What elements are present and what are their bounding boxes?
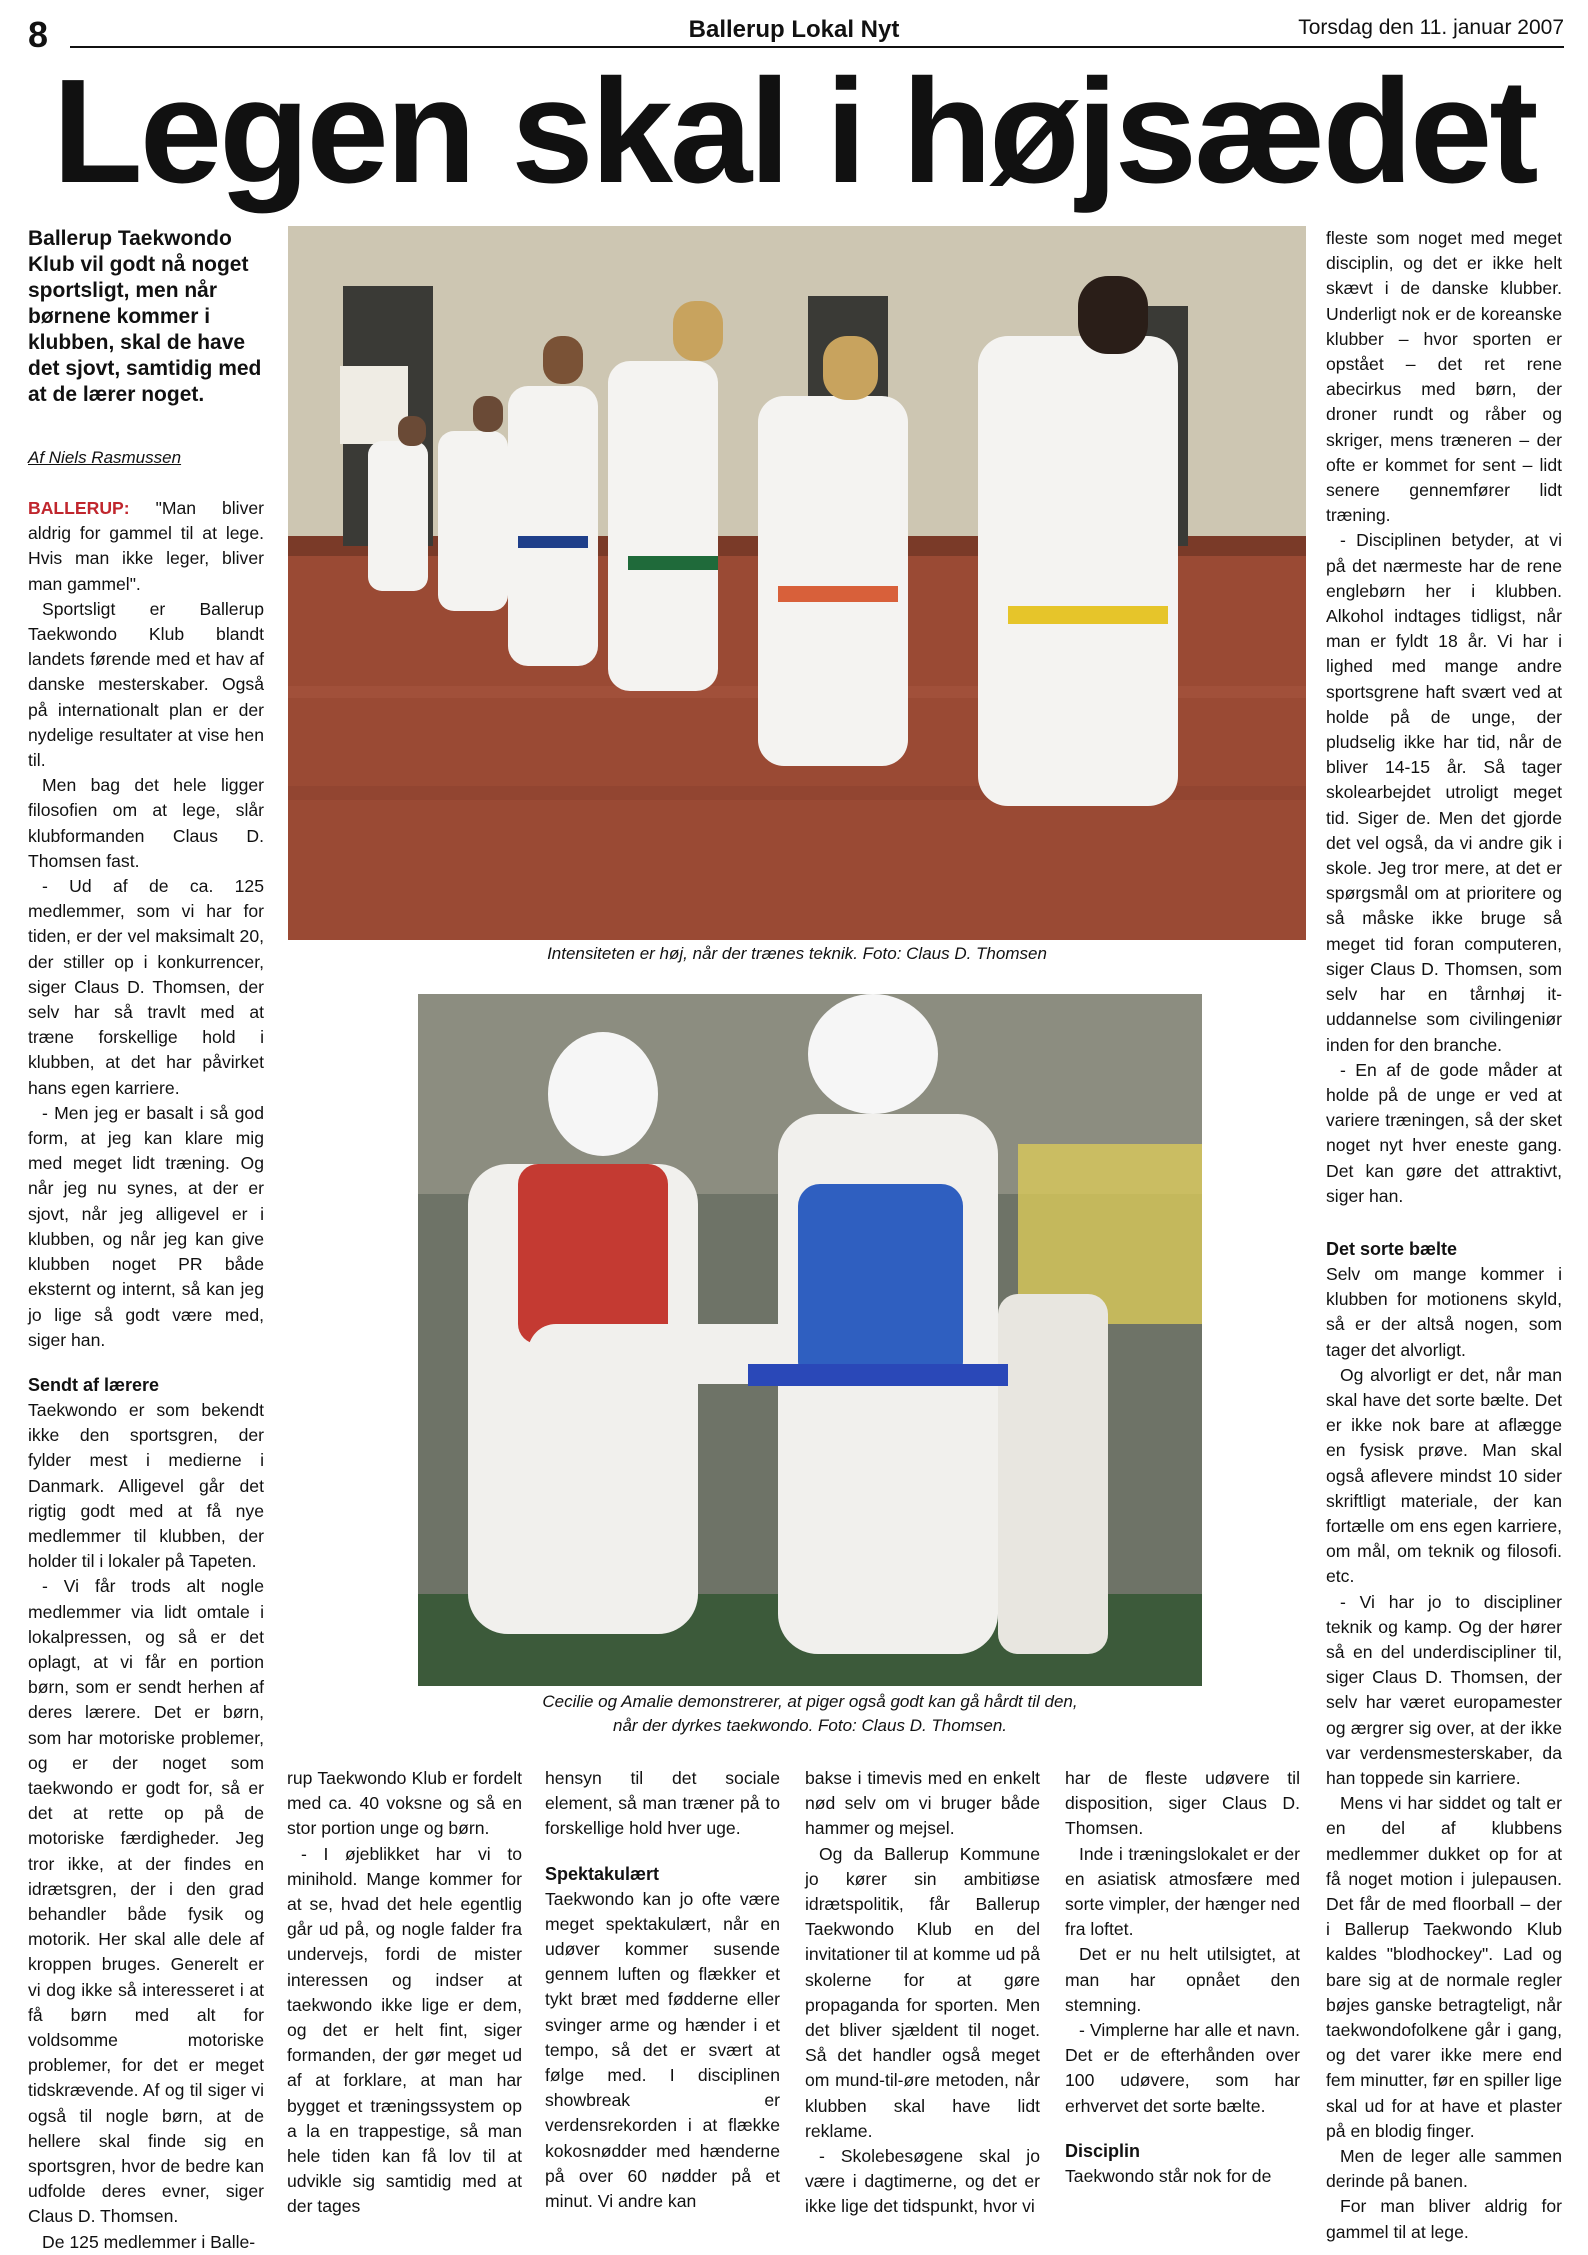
col1-paragraph: - Ud af de ca. 125 medlemmer, som vi har for tiden, er der vel maksimalt 20, der stiller op i konkurrencer, siger Claus D. Thomsen, der selv har så travlt med at træne forskellige hold i klubben, at det har påvirket hans egen karriere. bbox=[28, 876, 264, 1098]
col5-paragraph: Det er nu helt utilsigtet, at man har opnået den stemning. bbox=[1065, 1944, 1300, 2015]
photo-training-class bbox=[288, 226, 1306, 940]
col5-paragraph: Taekwondo står nok for de bbox=[1065, 2165, 1272, 2186]
col5-paragraph: Inde i træningslokalet er der en asiatisk atmosfære med sorte vimpler, der hænger ned fra loftet. bbox=[1065, 1843, 1300, 1940]
photo1-caption: Intensiteten er høj, når der trænes teknik. Foto: Claus D. Thomsen bbox=[547, 944, 1047, 963]
masthead-rule bbox=[70, 46, 1564, 48]
col1-paragraph: Taekwondo er som bekendt ikke den sportsgren, der fylder mest i medierne i Danmark. Alligevel går det rigtig godt med at få nye medlemmer til klubben, der holder til i lokaler på Tapeten. bbox=[28, 1399, 264, 1572]
column-5 bbox=[1065, 1766, 1300, 2189]
col1-paragraph: Men bag det hele ligger filosofien om at lege, slår klubformanden Claus D. Thomsen fast. bbox=[28, 775, 264, 871]
photo2-caption-line: Cecilie og Amalie demonstrerer, at piger også godt kan gå hårdt til den, bbox=[542, 1692, 1078, 1711]
column-6 bbox=[1326, 226, 1562, 2245]
col1-paragraph: De 125 medlemmer i Balle- bbox=[42, 2231, 256, 2252]
newspaper-name: Ballerup Lokal Nyt bbox=[688, 16, 900, 43]
col1-paragraph bbox=[28, 496, 264, 597]
byline: Af Niels Rasmussen bbox=[28, 448, 182, 467]
column-4 bbox=[805, 1766, 1040, 2220]
article-lead: Ballerup Taekwondo Klub vil godt nå noget sportsligt, men når børnene kommer i klubben, skal de have det sjovt, samtidig med at de lærer noget. bbox=[28, 227, 262, 406]
col2-paragraph: rup Taekwondo Klub er fordelt med ca. 40 voksne og så en stor portion unge og børn. bbox=[287, 1768, 522, 1839]
col6-paragraph: Men de leger alle sammen derinde på banen. bbox=[1326, 2146, 1562, 2192]
dateline: BALLERUP: bbox=[28, 498, 130, 518]
issue-date: Torsdag den 11. januar 2007 bbox=[1298, 16, 1564, 39]
col4-paragraph: - Skolebesøgene skal jo være i dagtimerne, og det er ikke lige det tidspunkt, hvor vi bbox=[805, 2146, 1040, 2217]
photo-sparring bbox=[418, 994, 1202, 1686]
subheading: Det sorte bælte bbox=[1326, 1238, 1458, 1259]
col1-p1: "Man bliver aldrig for gammel til at lege. Hvis man ikke leger, bliver man gammel". bbox=[28, 498, 265, 594]
photo-sparring-illustration bbox=[418, 994, 1202, 1686]
col6-paragraph: - En af de gode måder at holde på de unge er ved at variere træningen, så der sket noget nyt hver eneste gang. Det kan gøre det attraktivt, siger han. bbox=[1326, 1059, 1562, 1206]
headline: Legen skal i højsædet bbox=[52, 49, 1536, 214]
col3-paragraph: Taekwondo kan jo ofte være meget spektakulært, når en udøver kommer susende gennem luften og flækker et tykt bræt med fødderne eller svinger arme og hænder i et tempo, så det er svært at følge med. I disciplinen showbreak er verdensrekorden i at flække kokosnødder med hænderne på over 60 nødder på et minut. Vi andre kan bbox=[545, 1888, 780, 2212]
col6-paragraph: Og alvorligt er det, når man skal have det sorte bælte. Det er ikke nok bare at aflægge en fysisk prøve. Man skal også aflevere mindst 10 sider skriftligt materiale, der kan fortælle om ens egen karriere, om mål, om teknik og filosofi. etc. bbox=[1326, 1364, 1562, 1587]
col6-paragraph: - Disciplinen betyder, at vi på det nærmeste har de rene englebørn her i klubben. Alkohol indtages tidligst, når man er fyldt 18 år. Vi har i lighed med mange andre sportsgrene haft svært ved at holde på de unge, der pludselig ikke har tid, når de bliver 14-15 år. Så tager skolearbejdet utroligt meget tid. Siger de. Men det gjorde det vel også, da vi andre gik i skole. Jeg tror mere, at det er spørgsmål om at prioritere og så måske ikke bruge så meget tid foran computeren, siger Claus D. Thomsen, som selv har en tårnhøj it-uddannelse som civilingeniør inden for den branche. bbox=[1326, 530, 1562, 1055]
page-number: 8 bbox=[28, 14, 49, 55]
subheading: Disciplin bbox=[1065, 2140, 1141, 2161]
photo-training-illustration bbox=[288, 226, 1306, 940]
col5-paragraph: - Vimplerne har alle et navn. Det er de efterhånden over 100 udøvere, som har erhvervet det sorte bælte. bbox=[1065, 2020, 1300, 2116]
subheading: Spektakulært bbox=[545, 1863, 660, 1884]
col6-paragraph: For man bliver aldrig for gammel til at lege. bbox=[1326, 2196, 1562, 2242]
col1-paragraph: Sportsligt er Ballerup Taekwondo Klub blandt landets førende med et hav af danske mesterskaber. Også på internationalt plan er der nydelige resultater at vise hen til. bbox=[28, 598, 264, 771]
photo2-caption-line: når der dyrkes taekwondo. Foto: Claus D. Thomsen. bbox=[612, 1716, 1007, 1735]
col6-paragraph: - Vi har jo to discipliner teknik og kamp. Og der hører så en del underdiscipliner til, siger Claus D. Thomsen, der selv har været europamester og ærgrer sig over, at der ikke var verdensmesterskaber, da han toppede sin karriere. bbox=[1326, 1591, 1562, 1788]
col1-paragraph: - Men jeg er basalt i så god form, at jeg kan klare mig med meget lidt træning. Og når jeg nu synes, at der er sjovt, når jeg alligevel er i klubben, og når jeg kan give klubben noget PR både eksternt og internt, så kan jeg jo lige så godt være med, siger han. bbox=[28, 1102, 264, 1350]
subheading: Sendt af lærere bbox=[28, 1374, 160, 1395]
col3-paragraph: hensyn til det sociale element, så man træner på to forskellige hold hver uge. bbox=[545, 1768, 780, 1839]
column-1 bbox=[28, 496, 264, 2255]
col5-paragraph: har de fleste udøvere til disposition, siger Claus D. Thomsen. bbox=[1065, 1768, 1300, 1839]
col4-paragraph: bakse i timevis med en enkelt nød selv om vi bruger både hammer og mejsel. bbox=[805, 1768, 1040, 1839]
column-3 bbox=[545, 1766, 780, 2214]
column-2 bbox=[287, 1766, 522, 2220]
col2-paragraph: - I øjeblikket har vi to minihold. Mange kommer for at se, hvad det hele egentlig går ud på, og nogle falder fra undervejs, fordi de mister interessen og indser at taekwondo ikke lige er dem, og det er helt fint, siger formanden, der gør meget ud af at forklare, at man har bygget et træningssystem op a la en trappestige, så man hele tiden kan få lov til at udvikle sig samtidig med at der tages bbox=[287, 1843, 522, 2217]
col6-paragraph: fleste som noget med meget disciplin, og det er ikke helt skævt i de danske klubber. Underligt nok er de koreanske klubber – hvor sporten er opstået – det ret rene abecirkus med børn, der droner rundt og råber og skriger, mens træneren – der ofte er kommet for sent – lidt senere gennemfører lidt træning. bbox=[1326, 228, 1562, 526]
col6-paragraph: Selv om mange kommer i klubben for motionens skyld, så er der altså nogen, som tager det alvorligt. bbox=[1326, 1263, 1562, 1360]
col6-paragraph: Mens vi har siddet og talt er en del af klubbens medlemmer dukket op for at få noget motion i julepausen. Det får de med floorball – der i Ballerup Taekwondo Klub kaldes "blodhockey". Lad og bare sig at de normale regler bøjes ganske betragteligt, når taekwondofolkene går i gang, og det varer ikke mere end fem minutter, før en spiller lige skal ud for at have et plaster på en blodig finger. bbox=[1326, 1793, 1562, 2141]
col1-paragraph: - Vi får trods alt nogle medlemmer via lidt omtale i lokalpressen, og så er det oplagt, at vi får en portion børn, som er sendt herhen af deres lærere. Det er børn, som har motoriske problemer, og er der noget som taekwondo er godt for, så er det at rette op på de motoriske færdigheder. Jeg tror ikke, at der findes en idrætsgren, der i den grad behandler både fysik og motorik. Her skal alle dele af kroppen bruges. Generelt er vi dog ikke så interesseret i at få børn med alt for voldsomme motoriske problemer, for det er meget tidskrævende. Af og til siger vi også til nogle børn, at de hellere skal finde sig en sportsgren, hvor de bedre kan udfolde deres evner, siger Claus D. Thomsen. bbox=[28, 1576, 264, 2227]
photo2-caption bbox=[418, 1690, 1202, 1738]
col4-paragraph: Og da Ballerup Kommune jo kører sin ambitiøse idrætspolitik, får Ballerup Taekwondo Klub en del invitationer til at komme ud på skolerne for at gøre propaganda for sporten. Men det bliver sjældent til noget. Så det handler også meget om mund-til-øre metoden, når klubben skal have lidt reklame. bbox=[805, 1843, 1040, 2141]
